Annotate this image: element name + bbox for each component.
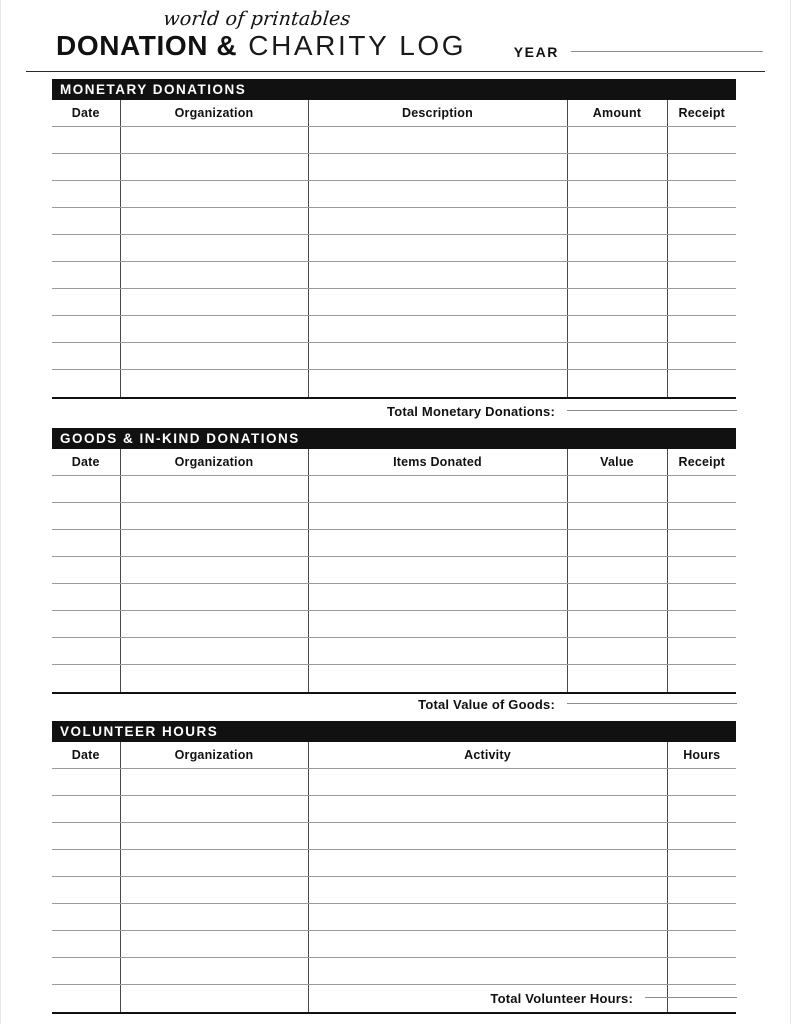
cell-receipt[interactable] — [667, 370, 736, 397]
cell-organization[interactable] — [120, 343, 308, 370]
total-row-goods-in-kind-donations[interactable] — [418, 697, 737, 712]
cell-receipt[interactable] — [667, 611, 736, 638]
cell-date[interactable] — [52, 476, 120, 503]
cell-description[interactable] — [308, 127, 567, 154]
cell-date[interactable] — [52, 584, 120, 611]
cell-organization[interactable] — [120, 769, 308, 796]
cell-items-donated[interactable] — [308, 530, 567, 557]
cell-hours[interactable] — [667, 958, 736, 985]
cell-receipt[interactable] — [667, 181, 736, 208]
table-header-row — [52, 742, 736, 769]
cell-organization[interactable] — [120, 665, 308, 692]
section-monetary-donations — [52, 79, 736, 399]
cell-organization[interactable] — [120, 584, 308, 611]
cell-organization[interactable] — [120, 931, 308, 958]
table-bottom-border-volunteer-hours — [52, 1012, 736, 1014]
cell-value[interactable] — [567, 584, 667, 611]
table-row[interactable] — [52, 611, 736, 638]
cell-value[interactable] — [567, 476, 667, 503]
column-header-date: Date — [52, 449, 120, 476]
column-header-date: Date — [52, 742, 120, 769]
cell-value[interactable] — [567, 665, 667, 692]
cell-date[interactable] — [52, 154, 120, 181]
cell-organization[interactable] — [120, 557, 308, 584]
cell-amount[interactable] — [567, 316, 667, 343]
section-header-bar-goods-in-kind-donations — [52, 428, 736, 449]
section-header-title-goods-in-kind-donations: GOODS & IN-KIND DONATIONS — [60, 430, 300, 446]
cell-date[interactable] — [52, 769, 120, 796]
table-header-row — [52, 100, 736, 127]
table-row[interactable] — [52, 931, 736, 958]
cell-receipt[interactable] — [667, 235, 736, 262]
cell-receipt[interactable] — [667, 584, 736, 611]
cell-amount[interactable] — [567, 181, 667, 208]
cell-organization[interactable] — [120, 958, 308, 985]
table-monetary-donations — [52, 100, 736, 397]
cell-hours[interactable] — [667, 931, 736, 958]
table-row[interactable] — [52, 154, 736, 181]
cell-date[interactable] — [52, 823, 120, 850]
cell-description[interactable] — [308, 154, 567, 181]
cell-description[interactable] — [308, 235, 567, 262]
table-row[interactable] — [52, 665, 736, 692]
cell-date[interactable] — [52, 665, 120, 692]
cell-organization[interactable] — [120, 208, 308, 235]
section-header-bar-monetary-donations — [52, 79, 736, 100]
table-row[interactable] — [52, 796, 736, 823]
cell-description[interactable] — [308, 316, 567, 343]
cell-date[interactable] — [52, 904, 120, 931]
cell-date[interactable] — [52, 262, 120, 289]
table-row[interactable] — [52, 877, 736, 904]
table-goods-in-kind-donations — [52, 449, 736, 692]
total-label-monetary-donations: Total Monetary Donations: — [387, 404, 555, 419]
cell-activity[interactable] — [308, 877, 667, 904]
table-row[interactable] — [52, 557, 736, 584]
cell-receipt[interactable] — [667, 316, 736, 343]
page-title-bold: DONATION & — [56, 30, 238, 61]
cell-activity[interactable] — [308, 796, 667, 823]
year-label: YEAR — [513, 44, 559, 60]
table-row[interactable] — [52, 476, 736, 503]
column-header-description: Description — [308, 100, 567, 127]
total-row-monetary-donations[interactable] — [387, 404, 737, 419]
cell-activity[interactable] — [308, 850, 667, 877]
cell-organization[interactable] — [120, 503, 308, 530]
cell-date[interactable] — [52, 127, 120, 154]
table-row[interactable] — [52, 530, 736, 557]
page-title — [56, 30, 466, 62]
column-header-hours: Hours — [667, 742, 736, 769]
cell-receipt[interactable] — [667, 262, 736, 289]
cell-amount[interactable] — [567, 235, 667, 262]
cell-organization[interactable] — [120, 127, 308, 154]
cell-date[interactable] — [52, 611, 120, 638]
cell-amount[interactable] — [567, 262, 667, 289]
total-write-line-monetary-donations[interactable] — [567, 410, 737, 411]
table-volunteer-hours — [52, 742, 736, 1012]
cell-description[interactable] — [308, 370, 567, 397]
cell-items-donated[interactable] — [308, 503, 567, 530]
cell-date[interactable] — [52, 877, 120, 904]
column-header-items-donated: Items Donated — [308, 449, 567, 476]
cell-receipt[interactable] — [667, 665, 736, 692]
table-row[interactable] — [52, 181, 736, 208]
cell-amount[interactable] — [567, 127, 667, 154]
cell-date[interactable] — [52, 530, 120, 557]
table-row[interactable] — [52, 503, 736, 530]
cell-date[interactable] — [52, 638, 120, 665]
total-label-volunteer-hours: Total Volunteer Hours: — [490, 991, 633, 1006]
cell-organization[interactable] — [120, 904, 308, 931]
total-row-volunteer-hours[interactable] — [490, 991, 737, 1006]
table-row[interactable] — [52, 823, 736, 850]
cell-items-donated[interactable] — [308, 638, 567, 665]
table-row[interactable] — [52, 584, 736, 611]
table-row[interactable] — [52, 904, 736, 931]
cell-organization[interactable] — [120, 850, 308, 877]
cell-organization[interactable] — [120, 370, 308, 397]
cell-organization[interactable] — [120, 235, 308, 262]
total-write-line-goods-in-kind-donations[interactable] — [567, 703, 737, 704]
column-header-receipt: Receipt — [667, 100, 736, 127]
masthead-divider — [26, 71, 765, 72]
cell-receipt[interactable] — [667, 476, 736, 503]
cell-value[interactable] — [567, 530, 667, 557]
table-row[interactable] — [52, 289, 736, 316]
section-header-title-volunteer-hours: VOLUNTEER HOURS — [60, 723, 219, 739]
table-row[interactable] — [52, 235, 736, 262]
cell-date[interactable] — [52, 503, 120, 530]
cell-date[interactable] — [52, 557, 120, 584]
cell-description[interactable] — [308, 181, 567, 208]
cell-date[interactable] — [52, 985, 120, 1012]
cell-activity[interactable] — [308, 931, 667, 958]
cell-amount[interactable] — [567, 154, 667, 181]
cell-organization[interactable] — [120, 823, 308, 850]
cell-amount[interactable] — [567, 289, 667, 316]
cell-hours[interactable] — [667, 904, 736, 931]
cell-organization[interactable] — [120, 796, 308, 823]
cell-organization[interactable] — [120, 530, 308, 557]
column-header-date: Date — [52, 100, 120, 127]
table-header-row — [52, 449, 736, 476]
cell-date[interactable] — [52, 289, 120, 316]
cell-organization[interactable] — [120, 316, 308, 343]
table-row[interactable] — [52, 127, 736, 154]
cell-organization[interactable] — [120, 289, 308, 316]
cell-activity[interactable] — [308, 904, 667, 931]
table-row[interactable] — [52, 316, 736, 343]
section-header-title-monetary-donations: MONETARY DONATIONS — [60, 81, 247, 97]
cell-description[interactable] — [308, 262, 567, 289]
cell-date[interactable] — [52, 958, 120, 985]
cell-description[interactable] — [308, 208, 567, 235]
cell-activity[interactable] — [308, 823, 667, 850]
cell-receipt[interactable] — [667, 638, 736, 665]
cell-value[interactable] — [567, 638, 667, 665]
cell-date[interactable] — [52, 370, 120, 397]
year-field[interactable] — [514, 44, 763, 60]
table-row[interactable] — [52, 769, 736, 796]
column-header-organization: Organization — [120, 742, 308, 769]
table-row[interactable] — [52, 343, 736, 370]
cell-hours[interactable] — [667, 850, 736, 877]
table-row[interactable] — [52, 850, 736, 877]
cell-hours[interactable] — [667, 769, 736, 796]
cell-value[interactable] — [567, 611, 667, 638]
column-header-amount: Amount — [567, 100, 667, 127]
brand-script-text: world of printables — [162, 8, 352, 30]
cell-date[interactable] — [52, 796, 120, 823]
column-header-organization: Organization — [120, 100, 308, 127]
column-header-value: Value — [567, 449, 667, 476]
table-bottom-border-monetary-donations — [52, 397, 736, 399]
column-header-activity: Activity — [308, 742, 667, 769]
cell-activity[interactable] — [308, 958, 667, 985]
cell-receipt[interactable] — [667, 557, 736, 584]
section-header-bar-volunteer-hours — [52, 721, 736, 742]
page-masthead — [0, 0, 791, 72]
cell-receipt[interactable] — [667, 343, 736, 370]
table-row[interactable] — [52, 638, 736, 665]
cell-description[interactable] — [308, 289, 567, 316]
total-label-goods-in-kind-donations: Total Value of Goods: — [418, 697, 555, 712]
cell-amount[interactable] — [567, 208, 667, 235]
cell-receipt[interactable] — [667, 154, 736, 181]
cell-organization[interactable] — [120, 877, 308, 904]
cell-organization[interactable] — [120, 611, 308, 638]
cell-receipt[interactable] — [667, 208, 736, 235]
cell-organization[interactable] — [120, 985, 308, 1012]
table-row[interactable] — [52, 262, 736, 289]
column-header-receipt: Receipt — [667, 449, 736, 476]
cell-hours[interactable] — [667, 823, 736, 850]
table-bottom-border-goods-in-kind-donations — [52, 692, 736, 694]
cell-items-donated[interactable] — [308, 584, 567, 611]
cell-amount[interactable] — [567, 370, 667, 397]
section-goods-in-kind-donations — [52, 428, 736, 694]
table-row[interactable] — [52, 370, 736, 397]
cell-receipt[interactable] — [667, 503, 736, 530]
cell-organization[interactable] — [120, 638, 308, 665]
cell-hours[interactable] — [667, 796, 736, 823]
cell-organization[interactable] — [120, 181, 308, 208]
year-write-line[interactable] — [571, 51, 763, 52]
cell-items-donated[interactable] — [308, 611, 567, 638]
cell-date[interactable] — [52, 850, 120, 877]
cell-hours[interactable] — [667, 877, 736, 904]
cell-organization[interactable] — [120, 476, 308, 503]
cell-value[interactable] — [567, 557, 667, 584]
page-title-light: CHARITY LOG — [248, 30, 467, 61]
cell-receipt[interactable] — [667, 289, 736, 316]
table-row[interactable] — [52, 958, 736, 985]
cell-date[interactable] — [52, 316, 120, 343]
cell-activity[interactable] — [308, 769, 667, 796]
cell-description[interactable] — [308, 343, 567, 370]
cell-date[interactable] — [52, 208, 120, 235]
cell-date[interactable] — [52, 931, 120, 958]
cell-amount[interactable] — [567, 343, 667, 370]
cell-receipt[interactable] — [667, 127, 736, 154]
cell-organization[interactable] — [120, 154, 308, 181]
cell-items-donated[interactable] — [308, 557, 567, 584]
total-write-line-volunteer-hours[interactable] — [645, 997, 737, 998]
cell-items-donated[interactable] — [308, 665, 567, 692]
section-volunteer-hours — [52, 721, 736, 1014]
cell-date[interactable] — [52, 181, 120, 208]
cell-date[interactable] — [52, 343, 120, 370]
cell-organization[interactable] — [120, 262, 308, 289]
cell-value[interactable] — [567, 503, 667, 530]
cell-receipt[interactable] — [667, 530, 736, 557]
column-header-organization: Organization — [120, 449, 308, 476]
table-row[interactable] — [52, 208, 736, 235]
cell-items-donated[interactable] — [308, 476, 567, 503]
cell-date[interactable] — [52, 235, 120, 262]
